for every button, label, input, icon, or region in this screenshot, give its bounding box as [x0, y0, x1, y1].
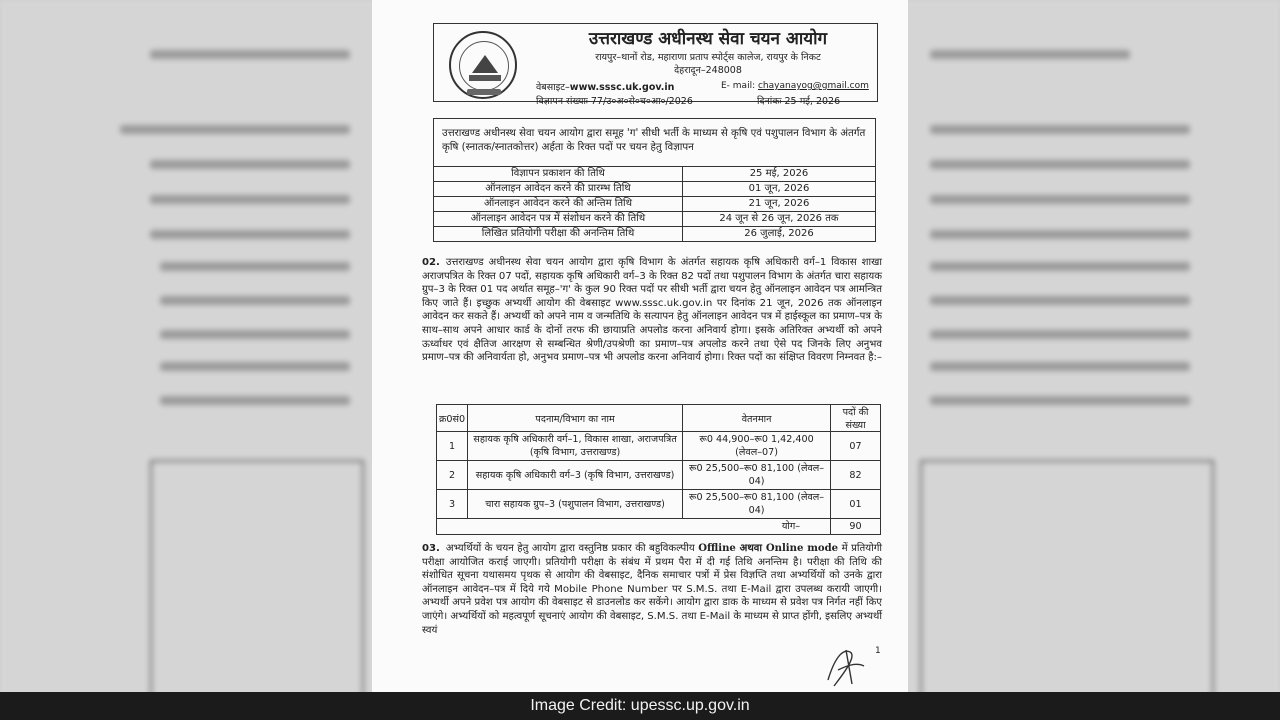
- table-row: 2 सहायक कृषि अधिकारी वर्ग–3 (कृषि विभाग, उत्तराखण्ड) रू0 25,500–रू0 81,100 (लेवल–04) 82: [437, 461, 881, 490]
- table-row: 3 चारा सहायक ग्रुप–3 (पशुपालन विभाग, उत्तराखण्ड) रू0 25,500–रू0 81,100 (लेवल–04) 01: [437, 490, 881, 519]
- advertisement-number: विज्ञापन संख्याः 77/उ०अ०से०च०आ०/2026: [536, 96, 693, 107]
- table-total-row: योग– 90: [437, 519, 881, 535]
- table-row: विज्ञापन प्रकाशन की तिथि 25 मई, 2026: [434, 167, 876, 182]
- table-row: लिखित प्रतियोगी परीक्षा की अनन्तिम तिथि 26 जुलाई, 2026: [434, 227, 876, 242]
- email-link[interactable]: chayanayog@gmail.com: [757, 81, 869, 91]
- table-row: ऑनलाइन आवेदन पत्र में संशोधन करने की तिथि 24 जून से 26 जून, 2026 तक: [434, 212, 876, 227]
- table-row: ऑनलाइन आवेदन करने की अन्तिम तिथि 21 जून, 2026: [434, 197, 876, 212]
- image-credit: Image Credit: upessc.up.gov.in: [0, 692, 1280, 720]
- letterhead: [433, 23, 878, 107]
- organization-title: उत्तराखण्ड अधीनस्थ सेवा चयन आयोग: [588, 29, 828, 49]
- table-row: ऑनलाइन आवेदन करने की प्रारम्भ तिथि 01 जून, 2026: [434, 182, 876, 197]
- commission-emblem-icon: [449, 31, 517, 99]
- notice-document: [372, 0, 908, 692]
- signature-icon: [820, 640, 868, 692]
- advertisement-date: दिनांकः 25 मई, 2026: [757, 96, 841, 107]
- table-row: 1 सहायक कृषि अधिकारी वर्ग–1, विकास शाखा, अराजपत्रित (कृषि विभाग, उत्तराखण्ड) रू0 44,900–रू0 1,42,400 (लेवल–07) 07: [437, 432, 881, 461]
- paragraph-02: 02. उत्तराखण्ड अधीनस्थ सेवा चयन आयोग द्वारा कृषि विभाग के अंतर्गत सहायक कृषि अधिकारी वर्ग–1 विकास शाखा अराजपत्रित के रिक्त 07 पदों, सहायक कृषि अधिकारी वर्ग–3 के रिक्त 82 पदों तथा पशुपालन विभाग के अंतर्गत चारा सहायक ग्रुप–3 के रिक्त 01 पद अर्थात समूह–'ग' के कुल 90 रिक्त पदों पर सीधी भर्ती द्वारा चयन हेतु ऑनलाइन आवेदन पत्र आमन्त्रित किए जाते हैं। इच्छुक अभ्यर्थी आयोग की वेबसाइट www.sssc.uk.gov.in पर दिनांक 21 जून, 2026 तक ऑनलाइन आवेदन कर सकते हैं। अभ्यर्थी को अपने नाम व जन्मतिथि के सत्यापन हेतु ऑनलाइन आवेदन पत्र में हाईस्कूल का प्रमाण–पत्र के साथ–साथ अपने आधार कार्ड के दोनों तरफ की छायाप्रति अपलोड करना अनिवार्य होगा। इसके अतिरिक्त अभ्यर्थी को अपने ऊर्ध्वाधर एवं क्षैतिज आरक्षण से सम्बन्धित श्रेणी/उपश्रेणी का प्रमाण–पत्र अपलोड करने तथा ऐसे पद जिनके लिए अनुभव प्रमाण–पत्र की अनिवार्यता हो, अनुभव प्रमाण–पत्र भी अपलोड करना अनिवार्य होगा। रिक्त पदों का संक्षिप्त विवरण निम्नवत है:–: [422, 257, 882, 364]
- table-header-row: क्र0सं0 पदनाम/विभाग का नाम वेतनमान पदों की संख्या: [437, 405, 881, 432]
- email-line: E- mail: chayanayog@gmail.com: [721, 81, 869, 91]
- address-line-1: रायपुर–थानों रोड, महाराणा प्रताप स्पोर्ट्स कालेज, रायपुर के निकट: [595, 52, 821, 63]
- paragraph-03: 03. अभ्यर्थियों के चयन हेतु आयोग द्वारा वस्तुनिष्ठ प्रकार की बहुविकल्पीय Offline अथवा Online mode में प्रतियोगी परीक्षा आयोजित कराई जाएगी। प्रतियोगी परीक्षा के संबंध में प्रथम पैरा में दी गई तिथि अनन्तिम है। परीक्षा की तिथि की संशोधित सूचना यथासमय पृथक से आयोग की वेबसाइट, दैनिक समाचार पत्रों में प्रेस विज्ञप्ति तथा अभ्यर्थियों को उनके द्वारा ऑनलाइन आवेदन–पत्र में दिये गये Mobile Phone Number पर S.M.S. तथा E-Mail द्वारा उपलब्ध करायी जाएगी। अभ्यर्थी अपने प्रवेश पत्र आयोग की वेबसाइट से डाउनलोड कर सकेंगे। आयोग द्वारा डाक के माध्यम से प्रवेश पत्र निर्गत नहीं किए जाएंगे। अभ्यर्थियों को महत्वपूर्ण सूचनाएं आयोग की वेबसाइट, S.M.S. तथा E-Mail के माध्यम से प्राप्त होंगी, इसलिए अभ्यर्थी स्वयं: [422, 543, 882, 636]
- intro-heading: उत्तराखण्ड अधीनस्थ सेवा चयन आयोग द्वारा समूह 'ग' सीधी भर्ती के माध्यम से कृषि एवं पशुपालन विभाग के अंतर्गत कृषि (स्नातक/स्नातकोत्तर) अर्हता के रिक्त पदों पर चयन हेतु विज्ञापन: [433, 118, 876, 166]
- posts-table: [436, 404, 881, 535]
- address-line-2: देहरादून–248008: [674, 65, 742, 76]
- website-line: वेबसाइट–www.sssc.uk.gov.in: [536, 82, 675, 93]
- website-link[interactable]: www.sssc.uk.gov.in: [569, 82, 675, 93]
- page-number: 1: [875, 646, 881, 656]
- important-dates-table: [433, 166, 876, 242]
